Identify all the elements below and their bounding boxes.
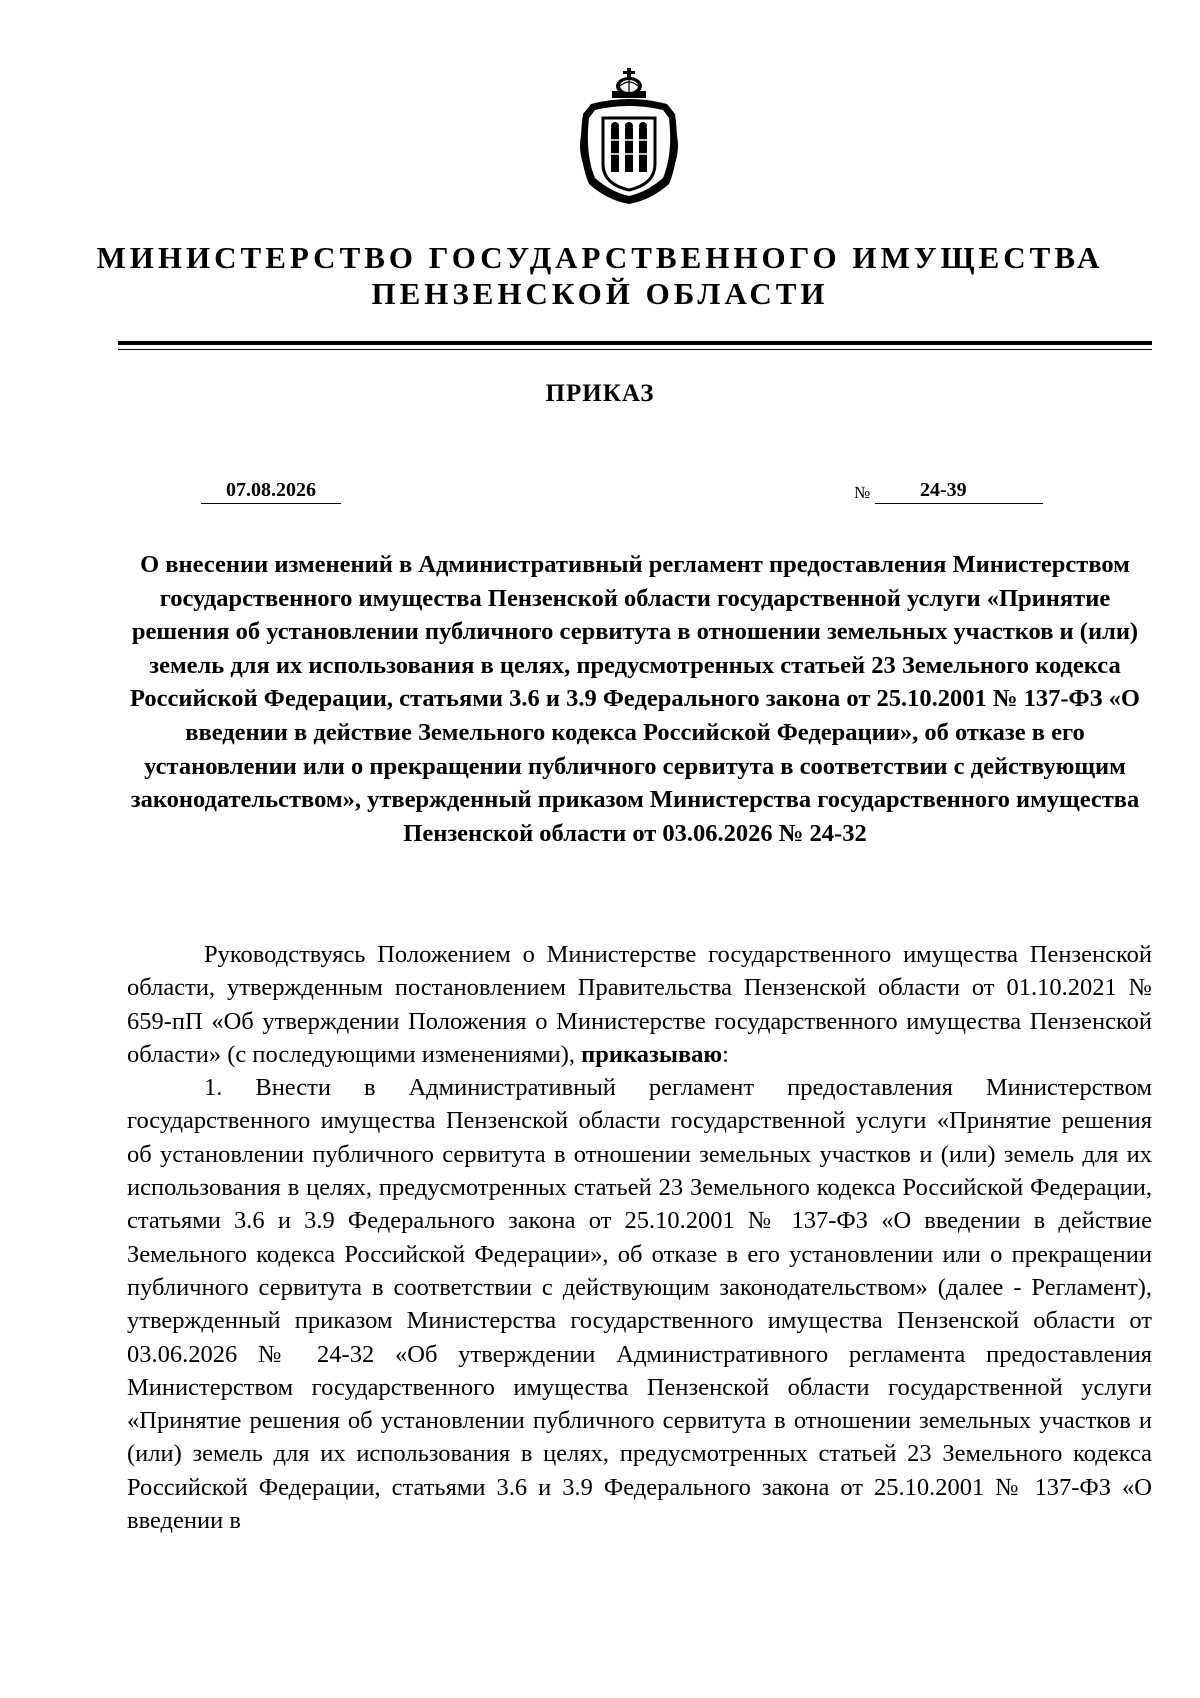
preamble-end: : (722, 1040, 729, 1068)
order-date: 07.08.2026 (201, 477, 341, 504)
preamble-bold-word: приказываю (581, 1040, 723, 1068)
penza-oblast-coat-of-arms-icon (571, 66, 687, 206)
order-number: 24-39 (875, 477, 1043, 504)
header-divider-thick (118, 341, 1152, 345)
preamble-text: Руководствуясь Положением о Министерстве государственного имущества Пензенской области, утвержденным постановлением Правительства Пензенской области от 01.10.2021 № 659-пП «Об утверждении Положения о Министерстве государственного имущества Пензенской области» (с последующими изменениями), (127, 941, 1152, 1068)
header-divider-thin (118, 349, 1152, 350)
order-title: О внесении изменений в Административный регламент предоставления Министерством государственного имущества Пензенской области государственной услуги «Принятие решения об установлении публичного сервитута в отношении земельных участков и (или) земель для их использования в целях, предусмотренных статьей 23 Земельного кодекса Российской Федерации, статьями 3.6 и 3.9 Федерального закона от 25.10.2001 № 137-ФЗ «О введении в действие Земельного кодекса Российской Федерации», об отказе в его установлении или о прекращении публичного сервитута в соответствии с действующим законодательством», утвержденный приказом Министерства государственного имущества Пензенской области от 03.06.2026 № 24-32 (130, 551, 1140, 847)
document-type-heading: ПРИКАЗ (545, 380, 655, 407)
ministry-name-line1: МИНИСТЕРСТВО ГОСУДАРСТВЕННОГО ИМУЩЕСТВА (96, 240, 1104, 275)
preamble-paragraph (127, 938, 1152, 1071)
ministry-name-line2: ПЕНЗЕНСКОЙ ОБЛАСТИ (371, 276, 829, 311)
number-sign: № (854, 483, 871, 502)
order-body (127, 938, 1152, 1537)
item-1-paragraph: 1. Внести в Административный регламент предоставления Министерством государственного имущества Пензенской области государственной услуги «Принятие решения об установлении публичного сервитута в отношении земельных участков и (или) земель для их использования в целях, предусмотренных статьей 23 Земельного кодекса Российской Федерации, статьями 3.6 и 3.9 Федерального закона от 25.10.2001 № 137-ФЗ «О введении в действие Земельного кодекса Российской Федерации», об отказе в его установлении или о прекращении публичного сервитута в соответствии с действующим законодательством» (далее - Регламент), утвержденный приказом Министерства государственного имущества Пензенской области от 03.06.2026 № 24-32 «Об утверждении Административного регламента предоставления Министерством государственного имущества Пензенской области государственной услуги «Принятие решения об установлении публичного сервитута в отношении земельных участков и (или) земель для их использования в целях, предусмотренных статьей 23 Земельного кодекса Российской Федерации, статьями 3.6 и 3.9 Федерального закона от 25.10.2001 № 137-ФЗ «О введении в (127, 1074, 1152, 1535)
